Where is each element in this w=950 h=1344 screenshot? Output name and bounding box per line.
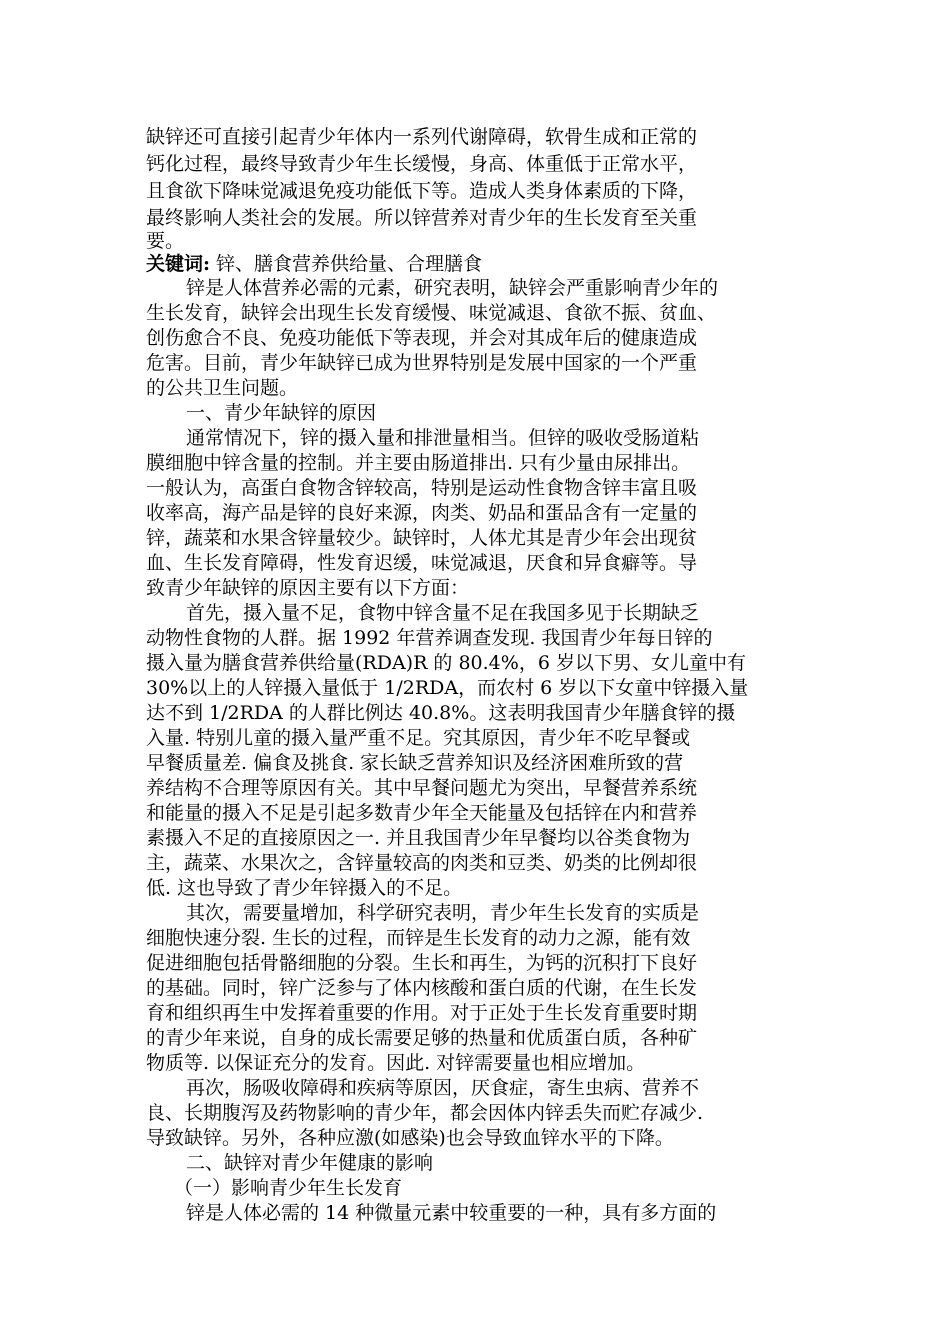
body-line: 低. 这也导致了青少年锌摄入的不足。 (146, 877, 463, 899)
body-line: 锌是人体营养必需的元素，研究表明，缺锌会严重影响青少年的 (186, 277, 719, 299)
body-line: 养结构不合理等原因有关。其中早餐问题尤为突出，早餐营养系统 (146, 777, 698, 799)
body-line: 致青少年缺锌的原因主要有以下方面： (146, 577, 470, 599)
body-line: 和能量的摄入不足是引起多数青少年全天能量及包括锌在内和营养 (146, 802, 698, 824)
body-line: 膜细胞中锌含量的控制。并主要由肠道排出. 只有少量由尿排出。 (146, 452, 691, 474)
body-line: 细胞快速分裂. 生长的过程，而锌是生长发育的动力之源，能有效 (146, 927, 691, 949)
body-line: 良、长期腹泻及药物影响的青少年，都会因体内锌丢失而贮存减少. (146, 1102, 704, 1124)
body-line: 其次，需要量增加，科学研究表明，青少年生长发育的实质是 (186, 902, 700, 924)
body-line: 促进细胞包括骨骼细胞的分裂。生长和再生，为钙的沉积打下良好 (146, 952, 698, 974)
body-line: 主，蔬菜、水果次之，含锌量较高的肉类和豆类、奶类的比例却很 (146, 852, 698, 874)
body-line: 入量. 特别儿童的摄入量严重不足。究其原因，青少年不吃早餐或 (146, 727, 691, 749)
section-heading: 一、青少年缺锌的原因 (186, 402, 377, 424)
abstract-line: 钙化过程，最终导致青少年生长缓慢，身高、体重低于正常水平， (146, 153, 698, 175)
body-line: 首先，摄入量不足，食物中锌含量不足在我国多见于长期缺乏 (186, 602, 700, 624)
keywords-text: 锌、膳食营养供给量、合理膳食 (210, 253, 483, 275)
subsection-heading: （一）影响青少年生长发育 (174, 1177, 403, 1199)
body-line: 的基础。同时，锌广泛参与了体内核酸和蛋白质的代谢，在生长发 (146, 977, 698, 999)
body-line: 达不到 1/2RDA 的人群比例达 40.8%。这表明我国青少年膳食锌的摄 (146, 702, 736, 724)
body-line: 的青少年来说，自身的成长需要足够的热量和优质蛋白质，各种矿 (146, 1027, 698, 1049)
body-line: 危害。目前，青少年缺锌已成为世界特别是发展中国家的一个严重 (146, 352, 698, 374)
body-line: 导致缺锌。另外，各种应激(如感染)也会导致血锌水平的下降。 (146, 1127, 674, 1149)
abstract-line: 缺锌还可直接引起青少年体内一系列代谢障碍，软骨生成和正常的 (146, 126, 698, 148)
section-heading: 二、缺锌对青少年健康的影响 (186, 1152, 434, 1174)
body-line: 物质等. 以保证充分的发育。因此. 对锌需要量也相应增加。 (146, 1052, 646, 1074)
abstract-line: 要。 (146, 230, 185, 252)
body-line: 锌是人体必需的 14 种微量元素中较重要的一种，具有多方面的 (186, 1202, 717, 1224)
body-line: 生长发育，缺锌会出现生长发育缓慢、味觉减退、食欲不振、贫血、 (146, 302, 717, 324)
abstract-line: 最终影响人类社会的发展。所以锌营养对青少年的生长发育至关重 (146, 207, 698, 229)
keywords-label: 关键词: (146, 253, 211, 275)
body-line: 的公共卫生问题。 (146, 377, 299, 399)
body-line: 血、生长发育障碍，性发育迟缓，味觉减退，厌食和异食癖等。导 (146, 552, 698, 574)
body-line: 通常情况下，锌的摄入量和排泄量相当。但锌的吸收受肠道粘 (186, 427, 700, 449)
keywords-line (146, 251, 482, 277)
body-line: 早餐质量差. 偏食及挑食. 家长缺乏营养知识及经济困难所致的营 (146, 752, 684, 774)
body-line: 育和组织再生中发挥着重要的作用。对于正处于生长发育重要时期 (146, 1002, 698, 1024)
body-line: 动物性食物的人群。据 1992 年营养调查发现. 我国青少年每日锌的 (146, 627, 713, 649)
body-line: 一般认为，高蛋白食物含锌较高，特别是运动性食物含锌丰富且吸 (146, 477, 698, 499)
abstract-line: 且食欲下降味觉减退免疫功能低下等。造成人类身体素质的下降， (146, 180, 698, 202)
body-line: 收率高，海产品是锌的良好来源，肉类、奶品和蛋品含有一定量的 (146, 502, 698, 524)
body-line: 素摄入不足的直接原因之一. 并且我国青少年早餐均以谷类食物为 (146, 827, 691, 849)
body-line: 锌，蔬菜和水果含锌量较少。缺锌时，人体尤其是青少年会出现贫 (146, 527, 698, 549)
body-line: 30%以上的人锌摄入量低于 1/2RDA，而农村 6 岁以下女童中锌摄入量 (146, 677, 749, 699)
body-line: 再次，肠吸收障碍和疾病等原因，厌食症，寄生虫病、营养不 (186, 1077, 700, 1099)
body-line: 创伤愈合不良、免疫功能低下等表现，并会对其成年后的健康造成 (146, 327, 698, 349)
body-line: 摄入量为膳食营养供给量(RDA)R 的 80.4%，6 岁以下男、女儿童中有 (146, 652, 746, 674)
